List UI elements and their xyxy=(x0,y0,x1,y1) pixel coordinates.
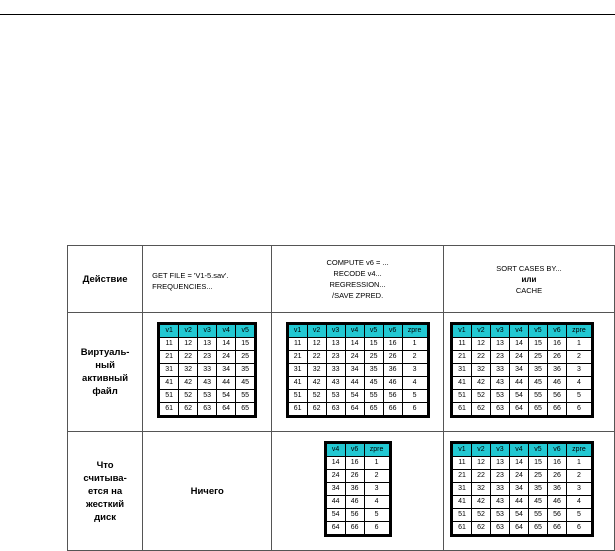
data-grid-disk-3 xyxy=(450,441,594,537)
column-header: v4 xyxy=(509,443,528,456)
table-cell: 11 xyxy=(288,337,307,350)
table-cell: 16 xyxy=(383,337,402,350)
table-cell: 15 xyxy=(528,337,547,350)
column-header: v4 xyxy=(509,324,528,337)
table-cell: 32 xyxy=(471,482,490,495)
grid-table xyxy=(288,324,428,416)
table-cell: 2 xyxy=(566,469,591,482)
table-cell: 6 xyxy=(566,402,591,415)
grid-table xyxy=(452,324,592,416)
table-cell: 65 xyxy=(364,402,383,415)
column-header: v2 xyxy=(307,324,326,337)
grid-header-row xyxy=(326,443,389,456)
command-line: GET FILE = 'V1-5.sav'. xyxy=(152,271,229,280)
table-cell: 55 xyxy=(528,508,547,521)
table-cell: 16 xyxy=(547,337,566,350)
table-cell: 1 xyxy=(566,337,591,350)
get-file-commands xyxy=(143,246,272,313)
table-cell: 15 xyxy=(528,456,547,469)
table-cell: 65 xyxy=(528,521,547,534)
table-cell: 45 xyxy=(528,495,547,508)
table-cell: 25 xyxy=(528,350,547,363)
table-cell: 15 xyxy=(236,337,255,350)
table-cell: 44 xyxy=(345,376,364,389)
table-cell: 56 xyxy=(383,389,402,402)
table-cell: 36 xyxy=(345,482,364,495)
table-row xyxy=(452,350,591,363)
table-cell: 15 xyxy=(364,337,383,350)
table-cell: 24 xyxy=(326,469,345,482)
table-cell: 14 xyxy=(326,456,345,469)
table-cell: 21 xyxy=(160,350,179,363)
table-cell: 33 xyxy=(490,363,509,376)
table-cell: 6 xyxy=(402,402,427,415)
table-cell: 34 xyxy=(326,482,345,495)
table-cell: 62 xyxy=(179,402,198,415)
virtual-file-label: Виртуаль- ный активный файл xyxy=(68,313,143,432)
table-cell: 61 xyxy=(288,402,307,415)
table-cell: 66 xyxy=(547,402,566,415)
table-cell: 36 xyxy=(383,363,402,376)
data-grid-virtual-3 xyxy=(450,322,594,418)
table-row xyxy=(452,363,591,376)
table-cell: 16 xyxy=(547,456,566,469)
table-cell: 51 xyxy=(160,389,179,402)
table-row xyxy=(452,482,591,495)
table-cell: 32 xyxy=(471,363,490,376)
command-line: SORT CASES BY... xyxy=(496,263,562,273)
table-cell: 1 xyxy=(566,456,591,469)
table-cell: 43 xyxy=(198,376,217,389)
table-cell: 53 xyxy=(198,389,217,402)
table-cell: 4 xyxy=(364,495,389,508)
column-header: v5 xyxy=(528,324,547,337)
column-header: v1 xyxy=(452,443,471,456)
table-cell: 54 xyxy=(326,508,345,521)
table-row xyxy=(326,456,389,469)
column-header: v3 xyxy=(490,443,509,456)
column-header: v5 xyxy=(236,324,255,337)
grid-header-row xyxy=(452,324,591,337)
command-line: CACHE xyxy=(515,285,543,295)
table-cell: 13 xyxy=(490,337,509,350)
table-row xyxy=(160,376,255,389)
table-cell: 14 xyxy=(217,337,236,350)
table-cell: 35 xyxy=(528,482,547,495)
column-header: v1 xyxy=(452,324,471,337)
table-row xyxy=(326,521,389,534)
table-row xyxy=(288,376,427,389)
column-header: v6 xyxy=(547,324,566,337)
table-cell: 33 xyxy=(198,363,217,376)
column-header: zpre xyxy=(566,324,591,337)
table-cell: 32 xyxy=(179,363,198,376)
header-row xyxy=(68,246,615,313)
table-cell: 25 xyxy=(528,469,547,482)
column-header: v2 xyxy=(471,324,490,337)
table-cell: 64 xyxy=(217,402,236,415)
table-cell: 21 xyxy=(452,469,471,482)
table-cell: 46 xyxy=(547,495,566,508)
table-cell: 21 xyxy=(452,350,471,363)
command-line: RECODE v4... xyxy=(333,269,382,278)
table-row xyxy=(160,350,255,363)
table-cell: 24 xyxy=(509,469,528,482)
grid-table xyxy=(452,443,592,535)
table-cell: 66 xyxy=(383,402,402,415)
column-header: v3 xyxy=(326,324,345,337)
table-row xyxy=(452,508,591,521)
grid-header-row xyxy=(452,443,591,456)
table-row xyxy=(452,521,591,534)
table-row xyxy=(452,469,591,482)
table-cell: 34 xyxy=(217,363,236,376)
table-row xyxy=(160,402,255,415)
table-cell: 26 xyxy=(345,469,364,482)
table-cell: 36 xyxy=(547,482,566,495)
table-cell: 11 xyxy=(160,337,179,350)
table-cell: 45 xyxy=(528,376,547,389)
table-cell: 5 xyxy=(402,389,427,402)
table-row xyxy=(326,508,389,521)
table-cell: 55 xyxy=(364,389,383,402)
table-cell: 42 xyxy=(471,495,490,508)
table-cell: 14 xyxy=(345,337,364,350)
column-header: v2 xyxy=(179,324,198,337)
virtual-file-cell-1 xyxy=(143,313,272,432)
table-cell: 45 xyxy=(236,376,255,389)
grid-header-row xyxy=(160,324,255,337)
table-cell: 63 xyxy=(490,402,509,415)
nothing-label: Ничего xyxy=(143,432,272,551)
table-cell: 4 xyxy=(402,376,427,389)
command-line: REGRESSION... xyxy=(329,280,386,289)
table-cell: 52 xyxy=(307,389,326,402)
column-header: v2 xyxy=(471,443,490,456)
command-line: COMPUTE v6 = ... xyxy=(326,258,389,267)
table-cell: 64 xyxy=(509,402,528,415)
column-header: zpre xyxy=(566,443,591,456)
table-cell: 42 xyxy=(179,376,198,389)
data-grid-virtual-2 xyxy=(286,322,430,418)
table-cell: 53 xyxy=(490,508,509,521)
table-cell: 12 xyxy=(307,337,326,350)
data-grid-disk-2 xyxy=(324,441,392,537)
table-cell: 16 xyxy=(345,456,364,469)
table-cell: 45 xyxy=(364,376,383,389)
column-header: v6 xyxy=(345,443,364,456)
table-cell: 34 xyxy=(345,363,364,376)
table-cell: 64 xyxy=(326,521,345,534)
table-cell: 64 xyxy=(345,402,364,415)
table-cell: 14 xyxy=(509,456,528,469)
table-cell: 53 xyxy=(326,389,345,402)
table-cell: 44 xyxy=(509,376,528,389)
table-cell: 55 xyxy=(236,389,255,402)
table-cell: 42 xyxy=(471,376,490,389)
data-grid-virtual-1 xyxy=(157,322,257,418)
table-row xyxy=(288,350,427,363)
table-cell: 12 xyxy=(471,456,490,469)
table-cell: 3 xyxy=(364,482,389,495)
table-cell: 22 xyxy=(471,469,490,482)
column-header: v5 xyxy=(528,443,547,456)
table-cell: 41 xyxy=(452,495,471,508)
table-cell: 6 xyxy=(364,521,389,534)
table-cell: 14 xyxy=(509,337,528,350)
table-row xyxy=(452,376,591,389)
table-cell: 23 xyxy=(490,469,509,482)
table-cell: 12 xyxy=(179,337,198,350)
table-cell: 22 xyxy=(307,350,326,363)
table-row xyxy=(452,389,591,402)
table-cell: 23 xyxy=(490,350,509,363)
grid-table xyxy=(326,443,390,535)
table-cell: 2 xyxy=(566,350,591,363)
table-cell: 11 xyxy=(452,456,471,469)
column-header: v4 xyxy=(345,324,364,337)
table-cell: 43 xyxy=(490,376,509,389)
table-cell: 22 xyxy=(471,350,490,363)
virtual-file-cell-3 xyxy=(443,313,614,432)
table-cell: 63 xyxy=(198,402,217,415)
action-header: Действие xyxy=(68,246,143,313)
table-cell: 5 xyxy=(566,389,591,402)
table-cell: 13 xyxy=(490,456,509,469)
table-cell: 32 xyxy=(307,363,326,376)
table-cell: 26 xyxy=(547,350,566,363)
table-cell: 24 xyxy=(217,350,236,363)
virtual-file-cell-2 xyxy=(272,313,444,432)
compute-commands xyxy=(272,246,444,313)
grid-table xyxy=(159,324,255,416)
table-cell: 26 xyxy=(547,469,566,482)
table-cell: 46 xyxy=(383,376,402,389)
table-cell: 35 xyxy=(528,363,547,376)
table-cell: 13 xyxy=(326,337,345,350)
table-cell: 34 xyxy=(509,363,528,376)
table-cell: 44 xyxy=(217,376,236,389)
disk-read-cell-3 xyxy=(443,432,614,551)
table-cell: 51 xyxy=(452,508,471,521)
table-cell: 46 xyxy=(345,495,364,508)
table-cell: 62 xyxy=(471,521,490,534)
table-cell: 51 xyxy=(452,389,471,402)
table-cell: 1 xyxy=(402,337,427,350)
table-cell: 46 xyxy=(547,376,566,389)
column-header: v3 xyxy=(198,324,217,337)
table-cell: 54 xyxy=(345,389,364,402)
table-cell: 31 xyxy=(160,363,179,376)
table-cell: 3 xyxy=(566,363,591,376)
table-row xyxy=(452,402,591,415)
table-row xyxy=(288,363,427,376)
table-cell: 53 xyxy=(490,389,509,402)
table-row xyxy=(326,495,389,508)
command-line: /SAVE ZPRED. xyxy=(332,291,384,300)
table-cell: 24 xyxy=(509,350,528,363)
table-cell: 54 xyxy=(509,508,528,521)
table-cell: 61 xyxy=(452,402,471,415)
table-row xyxy=(452,337,591,350)
table-cell: 4 xyxy=(566,495,591,508)
table-cell: 62 xyxy=(307,402,326,415)
table-cell: 41 xyxy=(160,376,179,389)
table-cell: 31 xyxy=(452,482,471,495)
table-cell: 64 xyxy=(509,521,528,534)
table-row xyxy=(326,469,389,482)
table-row xyxy=(452,456,591,469)
table-cell: 33 xyxy=(490,482,509,495)
table-cell: 65 xyxy=(236,402,255,415)
column-header: v4 xyxy=(326,443,345,456)
table-cell: 31 xyxy=(288,363,307,376)
table-cell: 22 xyxy=(179,350,198,363)
table-cell: 24 xyxy=(345,350,364,363)
table-cell: 42 xyxy=(307,376,326,389)
table-cell: 43 xyxy=(326,376,345,389)
table-cell: 34 xyxy=(509,482,528,495)
table-cell: 2 xyxy=(402,350,427,363)
table-cell: 54 xyxy=(509,389,528,402)
table-cell: 56 xyxy=(345,508,364,521)
table-cell: 41 xyxy=(288,376,307,389)
table-cell: 41 xyxy=(452,376,471,389)
table-cell: 12 xyxy=(471,337,490,350)
column-header: v4 xyxy=(217,324,236,337)
column-header: v1 xyxy=(160,324,179,337)
table-cell: 56 xyxy=(547,389,566,402)
table-cell: 61 xyxy=(452,521,471,534)
table-row xyxy=(288,402,427,415)
table-cell: 66 xyxy=(547,521,566,534)
table-cell: 54 xyxy=(217,389,236,402)
table-cell: 66 xyxy=(345,521,364,534)
table-cell: 65 xyxy=(528,402,547,415)
table-cell: 25 xyxy=(236,350,255,363)
table-cell: 25 xyxy=(364,350,383,363)
table-cell: 11 xyxy=(452,337,471,350)
virtual-file-row xyxy=(68,313,615,432)
table-row xyxy=(160,337,255,350)
table-cell: 21 xyxy=(288,350,307,363)
table-cell: 5 xyxy=(566,508,591,521)
table-row xyxy=(160,363,255,376)
disk-read-row xyxy=(68,432,615,551)
table-cell: 55 xyxy=(528,389,547,402)
table-cell: 56 xyxy=(547,508,566,521)
table-cell: 6 xyxy=(566,521,591,534)
or-label: или xyxy=(521,274,537,284)
command-line: FREQUENCIES... xyxy=(152,282,213,291)
table-cell: 43 xyxy=(490,495,509,508)
disk-read-label: Что считыва- ется на жесткий диск xyxy=(68,432,143,551)
table-row xyxy=(288,337,427,350)
column-header: v1 xyxy=(288,324,307,337)
table-row xyxy=(326,482,389,495)
table-cell: 52 xyxy=(471,508,490,521)
table-row xyxy=(160,389,255,402)
table-cell: 33 xyxy=(326,363,345,376)
active-file-diagram-table xyxy=(67,245,615,551)
table-cell: 51 xyxy=(288,389,307,402)
disk-read-cell-2 xyxy=(272,432,444,551)
table-cell: 63 xyxy=(326,402,345,415)
sort-cache-commands xyxy=(443,246,614,313)
column-header: v6 xyxy=(547,443,566,456)
table-cell: 52 xyxy=(471,389,490,402)
table-cell: 3 xyxy=(402,363,427,376)
table-cell: 26 xyxy=(383,350,402,363)
table-cell: 5 xyxy=(364,508,389,521)
table-cell: 2 xyxy=(364,469,389,482)
table-cell: 3 xyxy=(566,482,591,495)
table-row xyxy=(288,389,427,402)
table-cell: 35 xyxy=(364,363,383,376)
table-cell: 23 xyxy=(326,350,345,363)
table-cell: 35 xyxy=(236,363,255,376)
column-header: v5 xyxy=(364,324,383,337)
table-cell: 36 xyxy=(547,363,566,376)
table-cell: 4 xyxy=(566,376,591,389)
table-cell: 1 xyxy=(364,456,389,469)
table-row xyxy=(452,495,591,508)
table-cell: 44 xyxy=(509,495,528,508)
table-cell: 52 xyxy=(179,389,198,402)
table-cell: 62 xyxy=(471,402,490,415)
top-rule xyxy=(0,14,615,15)
table-cell: 31 xyxy=(452,363,471,376)
table-cell: 61 xyxy=(160,402,179,415)
column-header: v3 xyxy=(490,324,509,337)
column-header: v6 xyxy=(383,324,402,337)
column-header: zpre xyxy=(402,324,427,337)
grid-header-row xyxy=(288,324,427,337)
table-cell: 63 xyxy=(490,521,509,534)
table-cell: 44 xyxy=(326,495,345,508)
table-cell: 23 xyxy=(198,350,217,363)
table-cell: 13 xyxy=(198,337,217,350)
column-header: zpre xyxy=(364,443,389,456)
